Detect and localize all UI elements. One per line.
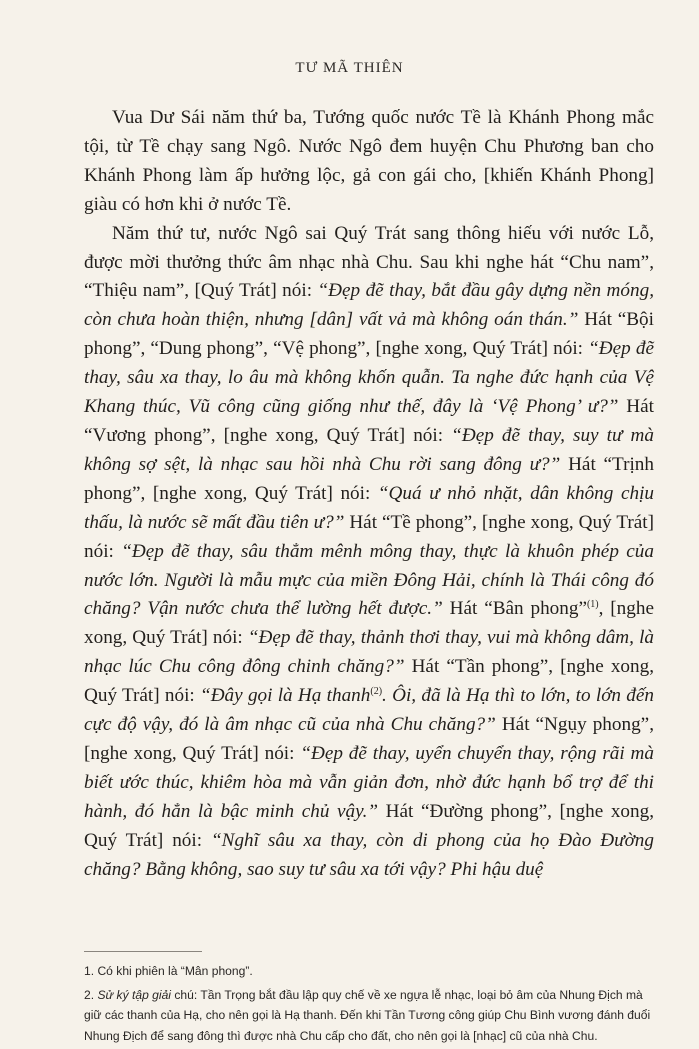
text-run: Năm thứ tư, nước Ngô sai Quý Trát sang thông hiếu với nước Lỗ, được mời thưởng thức âm nhạc nhà Chu. Sau khi nghe hát “Chu nam”, “Thiệu nam”, [Quý Trát] nói: (84, 222, 654, 302)
italic-quote: “Đẹp đẽ thay, sâu xa thay, lo âu mà không khốn quẫn. Ta nghe đức hạnh của Vệ Khang thúc, Vũ công cũng giống như thế, đây là ‘Vệ Phong’ ư?” (84, 338, 655, 418)
text-run: Hát “Đường phong”, [nghe xong, Quý Trát] nói: (84, 800, 654, 851)
running-head: TƯ MÃ THIÊN (295, 60, 404, 76)
italic-quote: “Đẹp đẽ thay, suy tư mà không sợ sệt, là nhạc sau hồi nhà Chu rời sang đông ư?” (84, 424, 655, 475)
italic-quote: “Đẹp đẽ thay, thảnh thơi thay, vui mà không dâm, là nhạc lúc Chu công đông chinh chăng?” (84, 627, 655, 678)
body-text (84, 104, 654, 884)
text-run: 1. Có khi phiên là “Mân phong”. (84, 964, 253, 978)
text-run: Hát “Tề phong”, [nghe xong, Quý Trát] nói: (84, 511, 655, 562)
footnote (84, 961, 659, 982)
text-run: Hát “Bân phong” (442, 598, 587, 620)
italic-quote: Sử ký tập giải (97, 987, 171, 1002)
footnote (84, 985, 659, 1047)
italic-quote: “Nghĩ sâu xa thay, còn di phong của họ Đào Đường chăng? Bằng không, sao suy tư sâu xa tới vậy? Phi hậu duệ (84, 829, 654, 880)
italic-quote: “Đẹp đẽ thay, bắt đầu gây dựng nền móng, còn chưa hoàn thiện, nhưng [dân] vất vả mà không oán thán.” (84, 280, 654, 331)
text-run: Hát “Ngụy phong”, [nghe xong, Quý Trát] nói: (84, 714, 654, 764)
paragraph (84, 104, 654, 220)
italic-quote: “Quá ư nhỏ nhặt, dân không chịu thấu, là nước sẽ mất đầu tiên ư?” (84, 482, 654, 533)
text-run: Hát “Tần phong”, [nghe xong, Quý Trát] nói: (84, 656, 654, 707)
text-run: Vua Dư Sái năm thứ ba, Tướng quốc nước Tề là Khánh Phong mắc tội, từ Tề chạy sang Ngô. Nước Ngô đem huyện Chu Phương ban cho Khánh Phong làm ấp hưởng lộc, gả con gái cho, [khiến Khánh Phong] giàu có hơn khi ở nước Tề. (84, 107, 654, 215)
italic-quote: “Đẹp đẽ thay, uyển chuyển thay, rộng rãi mà biết ước thúc, khiêm hòa mà vẫn giản đơn, nhờ đức hạnh bổ trợ để thi hành, đó hẳn là bậc minh chủ vậy.” (84, 742, 655, 822)
footnote-reference: (1) (586, 599, 599, 611)
italic-quote: . Ôi, đã là Hạ thì to lớn, to lớn đến cực độ vậy, đó là âm nhạc cũ của nhà Chu chăng?” (84, 685, 655, 736)
footnotes (84, 961, 659, 1049)
text-run: Hát “Trịnh phong”, [nghe xong, Quý Trát] nói: (84, 453, 654, 504)
italic-quote: “Đây gọi là Hạ thanh (200, 685, 371, 707)
text-run: chú: Tần Trọng bắt đầu lập quy chế về xe ngựa lễ nhạc, loại bỏ âm của Nhung Địch mà giữ các thanh của Hạ, cho nên gọi là Hạ thanh. Đến khi Tần Tương công giúp Chu Bình vương đánh đuổi Nhung Địch để sang đông thì được nhà Chu cấp cho đất, cho nên gọi là [nhạc] cũ của nhà Chu. (84, 987, 651, 1043)
text-run: , [nghe xong, Quý Trát] nói: (84, 598, 654, 649)
text-run: Hát “Bội phong”, “Dung phong”, “Vệ phong”, [nghe xong, Quý Trát] nói: (84, 309, 654, 360)
footnote-divider (84, 951, 202, 952)
text-run: Hát “Vương phong”, [nghe xong, Quý Trát] nói: (84, 396, 654, 446)
italic-quote: “Đẹp đẽ thay, sâu thẳm mênh mông thay, thực là khuôn phép của nước lớn. Người là mẫu mực của miền Đông Hải, chính là Thái công đó chăng? Vận nước chưa thể lường hết được.” (84, 540, 654, 620)
paragraph (84, 220, 654, 885)
text-run: 2. (84, 987, 98, 1002)
footnote-reference: (2) (370, 686, 383, 698)
